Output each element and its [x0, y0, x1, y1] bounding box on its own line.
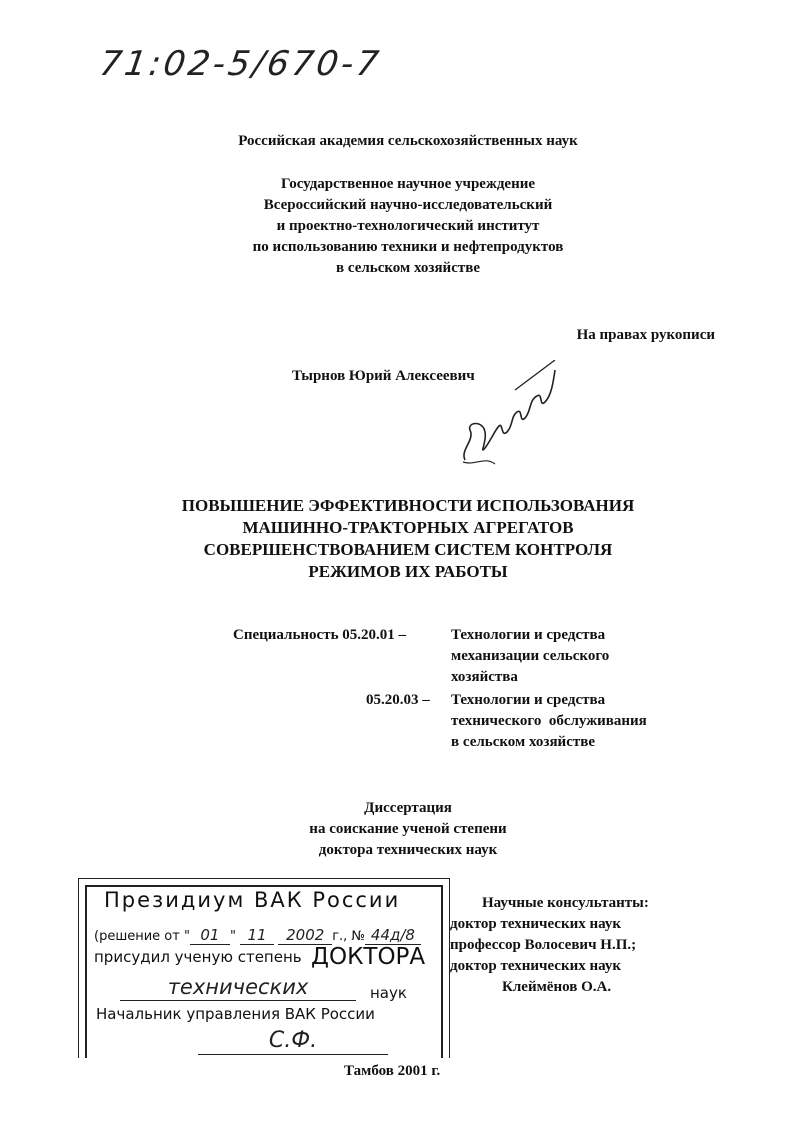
institution-line: Всероссийский научно-исследовательский	[263, 197, 553, 213]
decision-day: 01	[190, 926, 230, 945]
decision-prefix: (решение от "	[94, 929, 190, 944]
specialty-line: Технологии и средства	[451, 627, 606, 643]
specialty-second-code: 05.20.03 –	[366, 692, 430, 708]
stamp-awarded: присудил ученую степень	[94, 948, 302, 966]
consultant-line: Клеймёнов О.А.	[502, 979, 612, 995]
title-line: СОВЕРШЕНСТВОВАНИЕМ СИСТЕМ КОНТРОЛЯ	[203, 540, 613, 559]
decision-suffix: г., №	[332, 929, 365, 944]
consultant-line: профессор Волосевич Н.П.;	[450, 937, 637, 953]
institution-block	[0, 174, 793, 279]
stamp-title: Президиум ВАК России	[104, 888, 401, 912]
decision-month: 11	[240, 926, 274, 945]
vak-stamp	[78, 878, 450, 1058]
specialty-label: Специальность 05.20.01 –	[233, 627, 406, 643]
stamp-signature: С.Ф.	[198, 1028, 388, 1055]
academy-name: Российская академия сельскохозяйственных наук	[238, 133, 578, 149]
archive-number: 71:02-5/670-7	[97, 44, 384, 84]
institution-line: Государственное научное учреждение	[280, 176, 536, 192]
author-signature	[455, 360, 575, 475]
stamp-decision	[94, 926, 421, 945]
specialty-line: хозяйства	[451, 669, 518, 685]
manuscript-note: На правах рукописи	[576, 327, 715, 343]
stamp-degree: ДОКТОРА	[311, 944, 426, 970]
stamp-head-title: Начальник управления ВАК России	[96, 1005, 375, 1023]
consultant-line: доктор технических наук	[450, 916, 622, 932]
specialty-line: в сельском хозяйстве	[451, 734, 595, 750]
title-line: ПОВЫШЕНИЕ ЭФФЕКТИВНОСТИ ИСПОЛЬЗОВАНИЯ	[181, 496, 635, 515]
title-line: РЕЖИМОВ ИХ РАБОТЫ	[308, 562, 508, 581]
stamp-field-handwritten: технических	[120, 974, 356, 1001]
thesis-line: доктора технических наук	[318, 842, 498, 858]
specialty-first	[451, 625, 609, 688]
institution-line: по использованию техники и нефтепродуктов	[252, 239, 564, 255]
decision-year: 2002	[278, 926, 332, 945]
thesis-line: на соискание ученой степени	[309, 821, 507, 837]
author-name: Тырнов Юрий Алексеевич	[292, 368, 475, 384]
institution-line: в сельском хозяйстве	[336, 260, 480, 276]
title-line: МАШИННО-ТРАКТОРНЫХ АГРЕГАТОВ	[242, 518, 574, 537]
specialty-line: механизации сельского	[451, 648, 610, 664]
consultant-line: доктор технических наук	[450, 958, 622, 974]
specialty-line: Технологии и средства	[451, 692, 606, 708]
city-year: Тамбов 2001 г.	[344, 1063, 441, 1079]
institution-line: и проектно-технологический институт	[276, 218, 540, 234]
thesis-line: Диссертация	[364, 800, 452, 816]
consultants-heading: Научные консультанты:	[482, 895, 649, 911]
specialty-line: технического обслуживания	[451, 713, 647, 729]
consultants-block	[450, 893, 649, 998]
decision-number: 44д/8	[365, 926, 421, 945]
dissertation-title	[0, 495, 793, 583]
decision-mid: "	[229, 929, 236, 944]
specialty-second	[451, 690, 647, 753]
stamp-field-label: наук	[370, 984, 407, 1002]
thesis-type	[0, 798, 793, 861]
